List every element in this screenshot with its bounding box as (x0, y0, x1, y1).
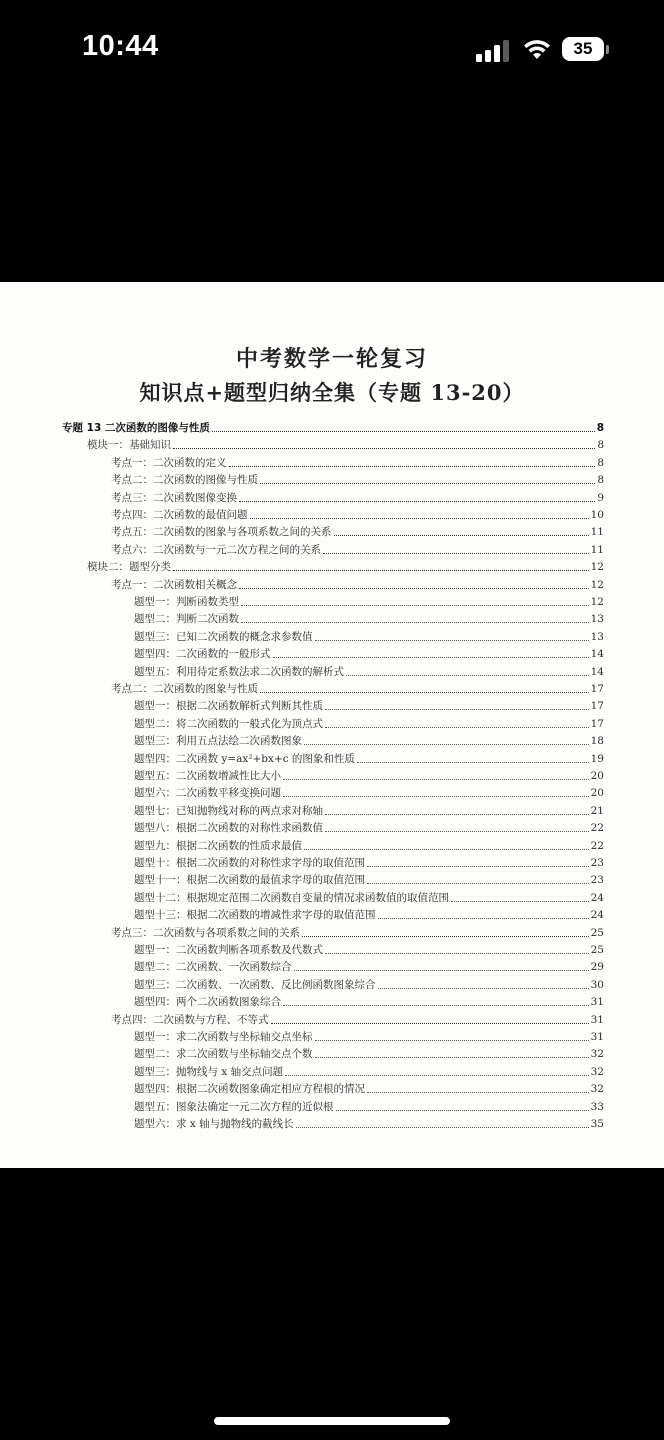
toc-entry-label: 题型二：求二次函数与坐标轴交点个数 (134, 1048, 313, 1061)
toc-leader-dots (302, 936, 589, 937)
toc-entry-label: 题型四：二次函数的一般形式 (134, 648, 271, 661)
toc-entry-page: 29 (590, 961, 604, 974)
toc-entry (134, 836, 604, 853)
toc-entry-page: 19 (590, 752, 604, 765)
toc-entry-page: 20 (590, 770, 604, 782)
toc-leader-dots (304, 744, 589, 745)
toc-leader-dots (250, 518, 589, 519)
toc-leader-dots (315, 1040, 589, 1041)
toc-leader-dots (367, 1092, 589, 1093)
toc-entry (111, 540, 604, 557)
toc-entry-label: 考点四：二次函数与方程、不等式 (111, 1013, 269, 1026)
toc-entry-label: 模块一：基础知识 (87, 439, 171, 452)
toc-entry (134, 975, 604, 992)
toc-entry-label: 题型三：已知二次函数的概念求参数值 (134, 630, 313, 643)
toc-entry-page: 32 (590, 1065, 604, 1078)
toc-entry-label: 题型五：二次函数增减性比大小 (134, 770, 281, 782)
toc-entry (134, 644, 604, 661)
toc-entry-label: 题型四：二次函数 y=ax²+bx+c 的图象和性质 (134, 752, 355, 765)
toc-entry-page: 23 (590, 857, 604, 869)
toc-entry-label: 考点六：二次函数与一元二次方程之间的关系 (111, 543, 321, 556)
toc-entry (134, 940, 604, 957)
toc-entry-label: 考点五：二次函数的图象与各项系数之间的关系 (111, 526, 332, 539)
toc-entry (134, 888, 604, 905)
toc-entry-page: 14 (590, 648, 604, 661)
toc-entry-page: 9 (597, 491, 604, 504)
toc-leader-dots (304, 849, 589, 850)
toc-entry (134, 696, 604, 713)
toc-entry-page: 20 (590, 787, 604, 800)
toc-entry (111, 1010, 604, 1027)
toc-entry (134, 992, 604, 1009)
battery-cap (606, 45, 609, 54)
status-bar (0, 0, 664, 100)
toc-entry (111, 505, 604, 522)
toc-entry (134, 1097, 604, 1114)
toc-entry-page: 24 (590, 909, 604, 922)
toc-entry (134, 749, 604, 766)
toc-entry-label: 考点二：二次函数的图像与性质 (111, 474, 258, 487)
toc-entry-label: 题型一：根据二次函数解析式判断其性质 (134, 700, 323, 713)
toc-entry-page: 10 (590, 509, 604, 521)
toc-leader-dots (239, 501, 595, 502)
toc-leader-dots (325, 727, 589, 728)
toc-leader-dots (367, 866, 589, 867)
signal-icon (474, 40, 510, 62)
toc-entry-page: 30 (590, 978, 604, 991)
document-page (0, 282, 664, 1168)
toc-entry (134, 1114, 604, 1131)
toc-entry (134, 662, 604, 679)
toc-entry-page: 8 (597, 439, 604, 452)
toc-entry (134, 818, 604, 835)
toc-entry-label: 题型十一：根据二次函数的最值求字母的取值范围 (134, 874, 365, 887)
toc-entry (134, 783, 604, 800)
toc-entry-page: 12 (590, 561, 604, 574)
toc-entry-label: 专题 13 二次函数的图像与性质 (62, 422, 210, 434)
toc-entry (134, 609, 604, 626)
toc-entry-page: 17 (590, 683, 604, 695)
toc-entry (111, 575, 604, 592)
toc-leader-dots (325, 953, 589, 954)
toc-entry-label: 题型二：二次函数、一次函数综合 (134, 961, 292, 974)
toc-leader-dots (273, 657, 589, 658)
toc-entry (111, 522, 604, 539)
toc-leader-dots (239, 588, 589, 589)
toc-entry-page: 8 (597, 474, 604, 487)
toc-leader-dots (229, 466, 596, 467)
toc-entry (111, 453, 604, 470)
toc-entry-label: 题型五：利用待定系数法求二次函数的解析式 (134, 665, 344, 678)
toc-entry (87, 435, 604, 452)
toc-entry-page: 13 (590, 613, 604, 626)
toc-entry-label: 题型十二：根据规定范围二次函数自变量的情况求函数值的取值范围 (134, 891, 449, 904)
toc-leader-dots (451, 901, 589, 902)
wifi-icon (521, 37, 553, 61)
toc-entry-label: 题型六：求 x 轴与抛物线的截线长 (134, 1118, 294, 1130)
toc-entry-page: 25 (590, 926, 604, 939)
toc-entry (111, 488, 604, 505)
toc-entry-label: 考点二：二次函数的图象与性质 (111, 683, 258, 695)
toc-leader-dots (325, 814, 589, 815)
toc-entry-page: 22 (590, 822, 604, 835)
toc-entry (134, 870, 604, 887)
toc-leader-dots (173, 570, 589, 571)
toc-leader-dots (283, 1005, 589, 1006)
toc-entry-label: 题型一：求二次函数与坐标轴交点坐标 (134, 1031, 313, 1043)
toc-entry-label: 考点三：二次函数图像变换 (111, 491, 237, 504)
toc-entry-label: 题型六：二次函数平移变换问题 (134, 787, 281, 800)
toc-entry (134, 1044, 604, 1061)
toc-entry-page: 8 (597, 456, 604, 469)
toc-entry-label: 题型一：判断函数类型 (134, 596, 239, 608)
toc-leader-dots (241, 622, 589, 623)
toc-entry (134, 1079, 604, 1096)
toc-entry-label: 题型二：将二次函数的一般式化为顶点式 (134, 717, 323, 730)
toc-entry (134, 731, 604, 748)
toc-entry (87, 557, 604, 574)
toc-leader-dots (283, 796, 589, 797)
toc-entry-label: 题型四：根据二次函数图象确定相应方程根的情况 (134, 1083, 365, 1096)
toc-entry-page: 23 (590, 874, 604, 887)
document-subtitle: 知识点+题型归纳全集（专题 13-20） (139, 380, 525, 405)
toc-entry-page: 35 (590, 1118, 604, 1130)
toc-entry (134, 801, 604, 818)
toc-entry-label: 题型八：根据二次函数的对称性求函数值 (134, 822, 323, 835)
toc-entry-label: 题型七：已知抛物线对称的两点求对称轴 (134, 804, 323, 817)
toc-entry-page: 18 (590, 735, 604, 748)
toc-entry (111, 679, 604, 696)
toc-entry-page: 13 (590, 630, 604, 643)
toc-entry-page: 21 (590, 804, 604, 817)
toc-leader-dots (315, 1057, 589, 1058)
toc-leader-dots (357, 762, 589, 763)
toc-entry-label: 题型五：图象法确定一元二次方程的近似根 (134, 1100, 334, 1113)
toc-entry (134, 592, 604, 609)
toc-entry-label: 题型二：判断二次函数 (134, 613, 239, 626)
home-indicator[interactable] (214, 1417, 450, 1425)
toc-leader-dots (315, 640, 589, 641)
toc-leader-dots (325, 709, 589, 710)
toc-entry (134, 905, 604, 922)
toc-leader-dots (241, 605, 589, 606)
toc-entry-page: 31 (590, 1013, 604, 1026)
toc-entry (134, 1062, 604, 1079)
toc-entry-page: 17 (590, 717, 604, 730)
toc-entry (62, 418, 604, 435)
toc-entry-label: 考点一：二次函数相关概念 (111, 578, 237, 591)
toc-entry-label: 题型九：根据二次函数的性质求最值 (134, 839, 302, 852)
toc-entry-page: 32 (590, 1083, 604, 1096)
toc-entry-page: 12 (590, 578, 604, 591)
toc-entry-label: 考点三：二次函数与各项系数之间的关系 (111, 926, 300, 939)
toc-entry-label: 题型十：根据二次函数的对称性求字母的取值范围 (134, 857, 365, 869)
toc-entry-page: 11 (590, 526, 604, 539)
toc-leader-dots (336, 1110, 589, 1111)
toc-entry-label: 题型十三：根据二次函数的增减性求字母的取值范围 (134, 909, 376, 922)
toc-entry-page: 33 (590, 1100, 604, 1113)
toc-leader-dots (285, 1075, 589, 1076)
toc-leader-dots (378, 988, 589, 989)
toc-entry-page: 17 (590, 700, 604, 713)
toc-entry-label: 模块二：题型分类 (87, 561, 171, 574)
toc-leader-dots (323, 553, 589, 554)
toc-entry-page: 24 (590, 891, 604, 904)
status-time: 10:44 (82, 30, 159, 62)
toc-leader-dots (283, 779, 589, 780)
toc-leader-dots (260, 483, 595, 484)
toc-entry-page: 32 (590, 1048, 604, 1061)
toc-entry-label: 题型四：两个二次函数图象综合 (134, 996, 281, 1009)
toc-entry (134, 957, 604, 974)
toc-leader-dots (296, 1127, 589, 1128)
toc-entry (111, 923, 604, 940)
toc-entry-label: 题型三：二次函数、一次函数、反比例函数图象综合 (134, 978, 376, 991)
toc-entry-page: 11 (590, 543, 604, 556)
toc-leader-dots (378, 918, 589, 919)
toc-entry (134, 714, 604, 731)
toc-entry-page: 31 (590, 996, 604, 1009)
toc-entry-label: 考点一：二次函数的定义 (111, 456, 227, 469)
battery-icon: 35 (562, 37, 604, 61)
toc-entry-label: 考点四：二次函数的最值问题 (111, 509, 248, 521)
toc-entry (134, 1027, 604, 1044)
toc-entry-label: 题型三：利用五点法绘二次函数图象 (134, 735, 302, 748)
toc-leader-dots (325, 831, 589, 832)
toc-leader-dots (334, 535, 589, 536)
toc-leader-dots (346, 675, 589, 676)
toc-entry (134, 766, 604, 783)
toc-entry-label: 题型一：二次函数判断各项系数及代数式 (134, 944, 323, 956)
toc-entry-page: 31 (590, 1031, 604, 1043)
toc-leader-dots (367, 883, 589, 884)
toc-entry-page: 22 (590, 839, 604, 852)
toc-leader-dots (271, 1023, 589, 1024)
document-title: 中考数学一轮复习 (235, 346, 428, 372)
toc-leader-dots (294, 970, 589, 971)
toc-entry-page: 8 (596, 422, 604, 434)
toc-entry (134, 853, 604, 870)
toc-entry-page: 25 (590, 944, 604, 956)
toc-entry (111, 470, 604, 487)
toc-leader-dots (212, 431, 595, 432)
toc-entry (134, 627, 604, 644)
toc-entry-label: 题型三：抛物线与 x 轴交点问题 (134, 1065, 284, 1078)
toc-leader-dots (260, 692, 589, 693)
toc-leader-dots (173, 448, 595, 449)
toc-entry-page: 14 (590, 665, 604, 678)
toc-entry-page: 12 (590, 596, 604, 608)
